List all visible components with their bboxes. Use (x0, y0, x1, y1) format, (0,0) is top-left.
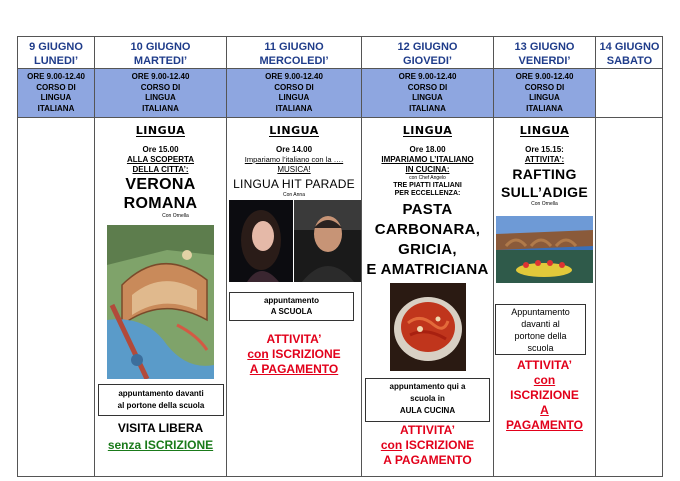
activity-title: LINGUA HIT PARADE (233, 177, 355, 191)
thu-meeting-box (365, 378, 490, 422)
course-label: CORSO DI (407, 82, 448, 92)
course-cell-tue (95, 72, 226, 114)
course-cell-fri (494, 72, 595, 114)
day-date: 13 GIUGNO (514, 41, 575, 53)
activity-label: ATTIVITA’ (266, 332, 322, 346)
free-visit-label: VISITA LIBERA (117, 421, 204, 435)
meeting-line: appuntamento qui a (389, 382, 466, 391)
day-header-tue (95, 40, 226, 68)
activity-title: GRICIA, (398, 241, 457, 258)
day-date: 14 GIUGNO (599, 41, 660, 53)
pasta-dish-photo (390, 283, 466, 371)
activity-host: Con Anna (283, 192, 305, 198)
activity-title: ROMANA (123, 195, 198, 212)
meeting-line: scuola (527, 343, 554, 353)
row-divider (17, 117, 663, 118)
meeting-line: appuntamento (263, 296, 320, 305)
activity-host: Con Ornella (162, 213, 189, 219)
activity-title: RAFTING (512, 166, 577, 182)
day-weekday: LUNEDI’ (34, 55, 78, 67)
activity-title: E AMATRICIANA (366, 261, 489, 278)
day-weekday: MERCOLEDI’ (259, 55, 329, 67)
school-logo: LINGUA (269, 124, 319, 137)
activity-title: VERONA (125, 176, 196, 193)
day-header-fri (494, 40, 595, 68)
activity-intro: ALLA SCOPERTA (126, 155, 195, 164)
day-weekday: SABATO (606, 55, 653, 67)
meeting-line: A SCUOLA (270, 307, 313, 316)
activity-label: ATTIVITA’ (517, 358, 572, 372)
activity-intro: MUSICA! (277, 165, 311, 174)
day-date: 12 GIUGNO (397, 41, 458, 53)
no-registration-label: senza ISCRIZIONE (107, 438, 214, 452)
with-label: con (247, 347, 269, 361)
course-cell-thu (362, 72, 493, 114)
course-label: CORSO DI (524, 82, 565, 92)
meeting-line: scuola in (410, 394, 445, 403)
course-label: ITALIANA (275, 103, 313, 113)
course-label: CORSO DI (274, 82, 314, 92)
verona-arena-painting (107, 225, 214, 379)
wed-paid-activity (227, 332, 361, 377)
activity-time: Ore 15.15: (525, 145, 564, 154)
activity-time: Ore 18.00 (409, 145, 446, 154)
course-label: CORSO DI (140, 82, 181, 92)
course-cell-mon (18, 72, 94, 114)
school-logo: LINGUA (519, 124, 570, 137)
activity-host: con Chef Angelo (409, 175, 446, 181)
registration-label: ISCRIZIONE (405, 438, 475, 452)
day-date: 9 GIUGNO (29, 41, 83, 53)
day-header-sat (596, 40, 663, 68)
course-hours: ORE 9.00-12.40 (265, 72, 323, 81)
rafting-river-photo (496, 216, 593, 283)
activity-time: Ore 14.00 (275, 145, 313, 154)
fri-meeting-box (495, 304, 586, 355)
meeting-line: AULA CUCINA (399, 406, 456, 415)
with-label: con (533, 373, 556, 387)
wed-activity (227, 121, 361, 199)
with-label: con (380, 438, 403, 452)
activity-time: Ore 15.00 (142, 145, 179, 154)
course-label: ITALIANA (142, 103, 179, 113)
meeting-line: appuntamento davanti (118, 389, 204, 398)
activity-intro: Impariamo l’italiano con la …. (244, 155, 344, 164)
tue-activity (95, 121, 226, 220)
payment-label: A PAGAMENTO (249, 362, 339, 376)
course-hours: ORE 9.00-12.40 (131, 72, 190, 81)
activity-intro: DELLA CITTA’: (132, 165, 189, 174)
registration-label: ISCRIZIONE (510, 388, 579, 402)
day-weekday: MARTEDI’ (133, 55, 188, 67)
meeting-line: Appuntamento (511, 307, 570, 317)
activity-label: ATTIVITA’ (400, 423, 455, 437)
course-label: ITALIANA (526, 103, 563, 113)
course-hours: ORE 9.00-12.40 (515, 72, 574, 81)
tue-meeting-box (98, 384, 224, 416)
day-header-thu (362, 40, 493, 68)
day-weekday: GIOVEDI’ (403, 55, 452, 67)
meeting-line: al portone della scuola (117, 401, 205, 410)
column-divider (595, 36, 596, 477)
meeting-line: davanti al (521, 319, 560, 329)
day-header-mon (18, 40, 94, 68)
activity-intro: IMPARIAMO L’ITALIANO (381, 155, 474, 164)
course-label: CORSO DI (36, 82, 76, 92)
school-logo: LINGUA (402, 124, 453, 137)
thu-paid-activity (362, 423, 493, 468)
day-header-wed (227, 40, 361, 68)
thu-activity (362, 121, 493, 280)
day-date: 11 GIUGNO (264, 41, 324, 53)
registration-label: ISCRIZIONE (272, 347, 341, 361)
payment-label: A (540, 403, 549, 417)
school-logo: LINGUA (135, 124, 186, 137)
course-hours: ORE 9.00-12.40 (27, 72, 85, 81)
activity-intro: TRE PIATTI ITALIANI (393, 182, 462, 189)
course-hours: ORE 9.00-12.40 (398, 72, 457, 81)
payment-label: PAGAMENTO (506, 418, 583, 432)
tue-free-visit (95, 420, 226, 454)
payment-label: A PAGAMENTO (383, 453, 472, 467)
activity-intro: ATTIVITA’: (524, 155, 565, 164)
activity-title: CARBONARA, (374, 221, 481, 238)
course-label: ITALIANA (37, 103, 75, 113)
fri-paid-activity (494, 358, 595, 433)
activity-title: SULL’ADIGE (500, 184, 588, 200)
course-label: LINGUA (278, 93, 310, 102)
activity-intro: IN CUCINA: (405, 165, 450, 174)
singer-man-photo (294, 200, 361, 282)
wed-meeting-box (229, 292, 354, 321)
singer-woman-photo (229, 200, 293, 282)
course-label: LINGUA (529, 93, 560, 102)
course-label: LINGUA (145, 93, 176, 102)
course-cell-wed (227, 72, 361, 114)
meeting-line: portone della (514, 331, 567, 341)
activity-intro: PER ECCELLENZA: (394, 190, 461, 197)
course-label: ITALIANA (409, 103, 446, 113)
fri-activity (494, 121, 595, 208)
course-label: LINGUA (40, 93, 72, 102)
activity-host: Con Ornella (531, 201, 558, 207)
day-date: 10 GIUGNO (130, 41, 191, 53)
course-label: LINGUA (412, 93, 443, 102)
row-divider (17, 68, 663, 69)
day-weekday: VENERDI’ (518, 55, 571, 67)
activity-title: PASTA (402, 201, 453, 218)
